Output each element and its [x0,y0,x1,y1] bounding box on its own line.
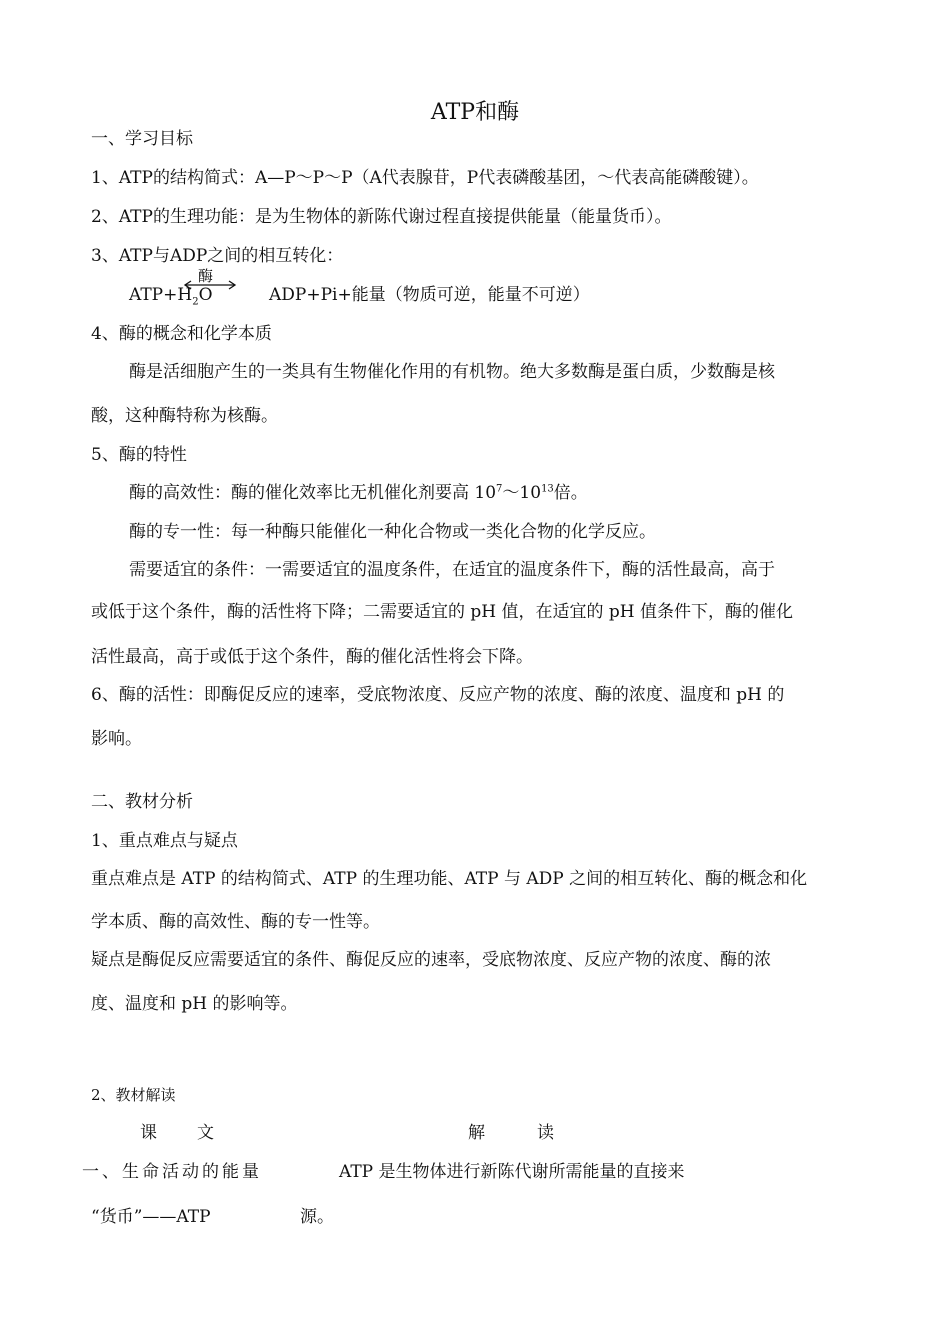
subsection-material-reading: 2、教材解读 [91,1086,176,1104]
table-header-text: 课 文 [140,1123,216,1143]
doubt-points-line-1: 疑点是酶促反应需要适宜的条件、酶促反应的速率，受底物浓度、反应产物的浓度、酶的浓 [91,950,771,970]
enzyme-specificity: 酶的专一性：每一种酶只能催化一种化合物或一类化合物的化学反应。 [129,522,656,542]
key-points-line-1: 重点难点是 ATP 的结构简式、ATP 的生理功能、ATP 与 ADP 之间的相互转化、酶的概念和化 [91,869,808,889]
goal-item-1: 1、ATP的结构简式：A—P～P～P（A代表腺苷，P代表磷酸基团，～代表高能磷酸键）。 [91,168,759,188]
goal-item-6-line-2: 影响。 [91,729,142,749]
enzyme-concept-line-2: 酸，这种酶特称为核酶。 [91,406,278,426]
goal-item-6-line-1: 6、酶的活性：即酶促反应的速率，受底物浓度、反应产物的浓度、酶的浓度、温度和 pH 的 [91,685,785,705]
table-row1-text-line-1: 一、生命活动的能量 [82,1162,262,1182]
document-title: ATP和酶 [430,100,520,125]
enzyme-conditions-line-2: 或低于这个条件，酶的活性将下降；二需要适宜的 pH 值，在适宜的 pH 值条件下，酶的催化 [91,602,794,622]
section-heading-learning-goals: 一、学习目标 [91,129,193,149]
enzyme-concept-line-1: 酶是活细胞产生的一类具有生物催化作用的有机物。绝大多数酶是蛋白质，少数酶是核 [129,362,775,382]
enzyme-conditions-line-1: 需要适宜的条件：一需要适宜的温度条件，在适宜的温度条件下，酶的活性最高，高于 [129,560,775,580]
section-heading-material-analysis: 二、教材分析 [91,792,193,812]
equation-left: $ATP+H_2O$ [129,285,213,308]
table-row1-reading-line-2: 源。 [300,1207,334,1227]
enzyme-efficiency: 酶的高效性：酶的催化效率比无机催化剂要高 $10^7\sim 10^{13}$倍。 [129,483,588,503]
table-row1-text-line-2: “货币”——ATP [91,1207,211,1227]
key-points-line-2: 学本质、酶的高效性、酶的专一性等。 [91,912,380,932]
doubt-points-line-2: 度、温度和 pH 的影响等。 [91,994,298,1014]
enzyme-conditions-line-3: 活性最高，高于或低于这个条件，酶的催化活性将会下降。 [91,647,533,667]
goal-item-5: 5、酶的特性 [91,445,187,465]
equation-enzyme-label: 酶 [198,267,214,285]
table-header-reading: 解 读 [468,1123,560,1143]
goal-item-2: 2、ATP的生理功能：是为生物体的新陈代谢过程直接提供能量（能量货币）。 [91,207,672,227]
goal-item-4: 4、酶的概念和化学本质 [91,324,272,344]
table-row1-reading-line-1: ATP 是生物体进行新陈代谢所需能量的直接来 [339,1162,685,1182]
goal-item-3: 3、ATP与ADP之间的相互转化： [91,246,344,266]
reversible-arrow-icon [183,270,237,292]
subsection-key-points: 1、重点难点与疑点 [91,831,238,851]
equation-right: ADP+Pi+能量（物质可逆，能量不可逆） [269,285,590,305]
